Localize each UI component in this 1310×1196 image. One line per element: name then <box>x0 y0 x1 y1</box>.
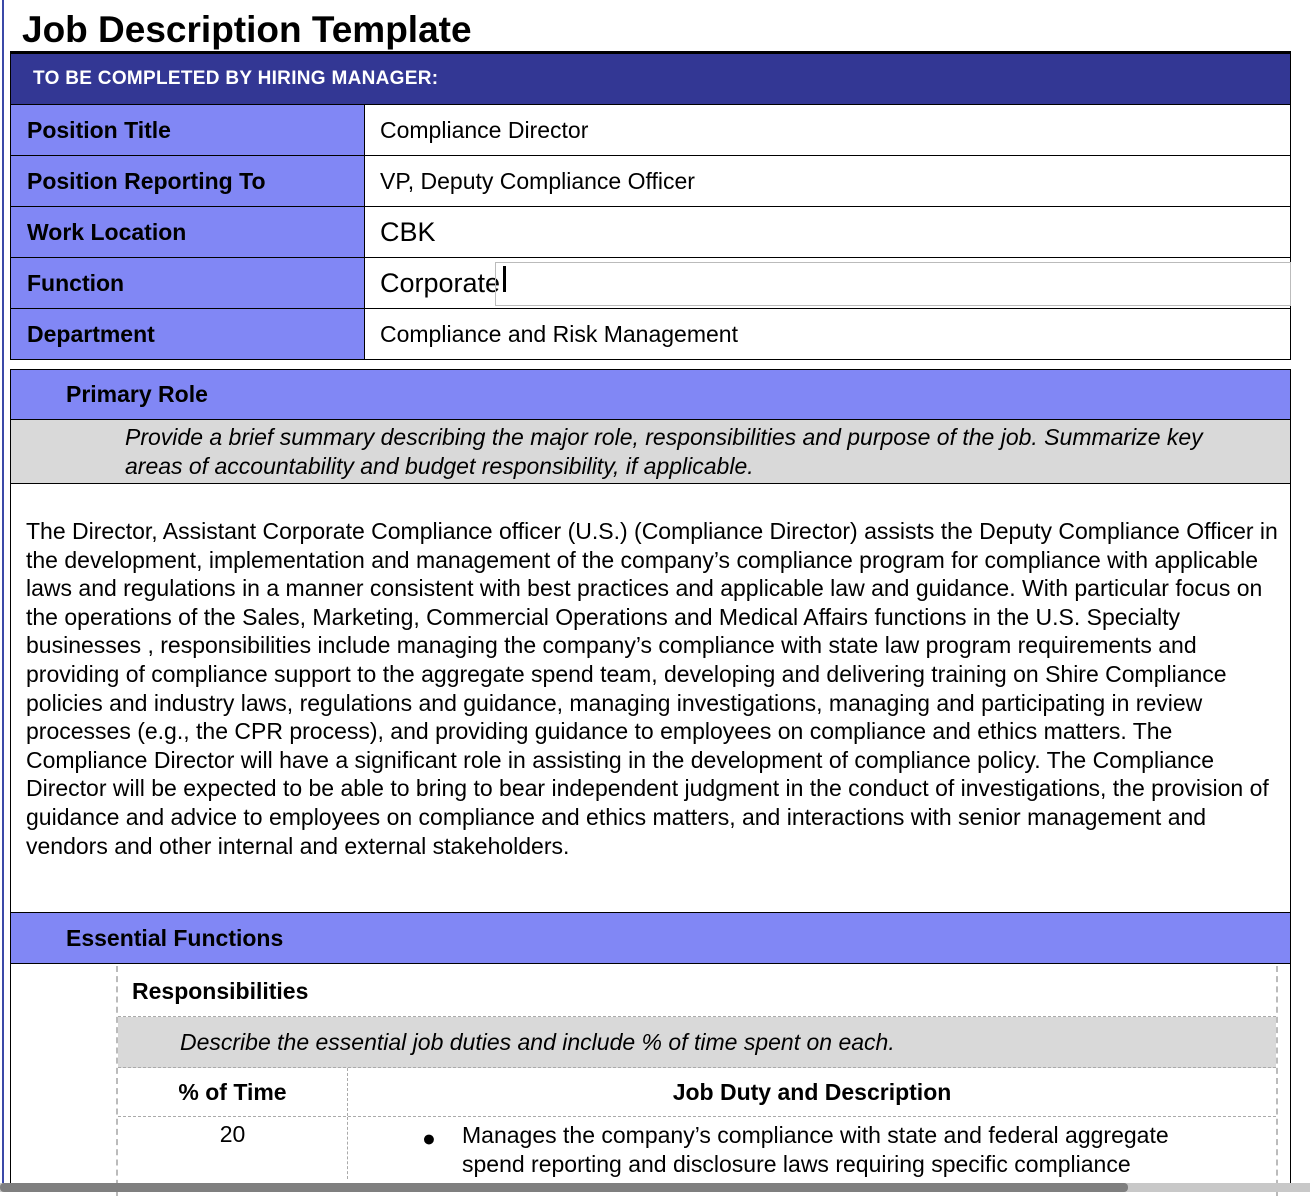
primary-role-instructions: Provide a brief summary describing the major role, responsibilities and purpose of the job. Summarize key areas of accountability and budget responsibility, if applicable. <box>11 420 1290 484</box>
duty-pct-value[interactable]: 20 <box>118 1117 348 1179</box>
position-title-label: Position Title <box>11 105 365 155</box>
essential-functions-section <box>10 912 1291 1192</box>
duty-table-header <box>118 1068 1276 1117</box>
responsibilities-title: Responsibilities <box>118 966 1276 1017</box>
scrollbar-thumb[interactable] <box>0 1183 1128 1192</box>
primary-role-section <box>10 369 1291 913</box>
pct-time-header: % of Time <box>118 1068 348 1116</box>
row-reporting-to <box>11 155 1290 206</box>
primary-role-heading: Primary Role <box>11 370 1290 420</box>
hiring-manager-header-label: TO BE COMPLETED BY HIRING MANAGER: <box>33 68 439 89</box>
row-work-location <box>11 206 1290 257</box>
work-location-label: Work Location <box>11 207 365 257</box>
hiring-manager-table <box>10 53 1291 360</box>
document-title: Job Description Template <box>22 9 472 50</box>
bullet-icon: ● <box>422 1125 436 1151</box>
responsibilities-instructions: Describe the essential job duties and include % of time spent on each. <box>118 1017 1276 1068</box>
row-position-title <box>11 104 1290 155</box>
department-value[interactable]: Compliance and Risk Management <box>380 320 738 347</box>
responsibilities-table <box>116 966 1278 1196</box>
hiring-manager-header <box>11 54 1290 104</box>
duty-description-cell[interactable] <box>348 1117 1276 1179</box>
function-value: Corporate <box>380 267 501 298</box>
position-title-value[interactable]: Compliance Director <box>380 116 589 143</box>
function-field[interactable] <box>365 258 1290 308</box>
department-label: Department <box>11 309 365 359</box>
field-selection-box <box>495 262 1291 306</box>
work-location-value[interactable]: CBK <box>380 216 436 247</box>
row-department <box>11 308 1290 359</box>
duty-description-text: Manages the company’s compliance with state and federal aggregate spend reporting and disclosure laws requiring specific compliance <box>462 1122 1169 1177</box>
reporting-to-value[interactable]: VP, Deputy Compliance Officer <box>380 167 695 194</box>
left-margin-rule <box>2 0 4 1192</box>
essential-functions-heading: Essential Functions <box>11 913 1290 964</box>
row-function <box>11 257 1290 308</box>
primary-role-text[interactable]: The Director, Assistant Corporate Compliance officer (U.S.) (Compliance Director) assists the Deputy Compliance Officer in the development, implementation and management of the company’s compliance program for compliance with applicable laws and regulations in a manner consistent with best practices and applicable law and guidance. With particular focus on the operations of the Sales, Marketing, Commercial Operations and Medical Affairs functions in the U.S. Specialty businesses , responsibilities include managing the company’s compliance with state law program requirements and providing of compliance support to the aggregate spend team, developing and delivering training on Shire Compliance policies and industry laws, regulations and guidance, managing investigations, managing and participating in review processes (e.g., the CPR process), and providing guidance to employees on compliance and ethics matters. The Compliance Director will have a significant role in assisting in the development of compliance policy. The Compliance Director will be expected to be able to bring to bear independent judgment in the conduct of investigations, the provision of guidance and advice to employees on compliance and ethics matters, and interactions with senior management and vendors and other internal and external stakeholders. <box>26 518 1278 859</box>
duty-description-header: Job Duty and Description <box>672 1078 952 1105</box>
reporting-to-label: Position Reporting To <box>11 156 365 206</box>
table-row <box>118 1117 1276 1179</box>
function-label: Function <box>11 258 365 308</box>
